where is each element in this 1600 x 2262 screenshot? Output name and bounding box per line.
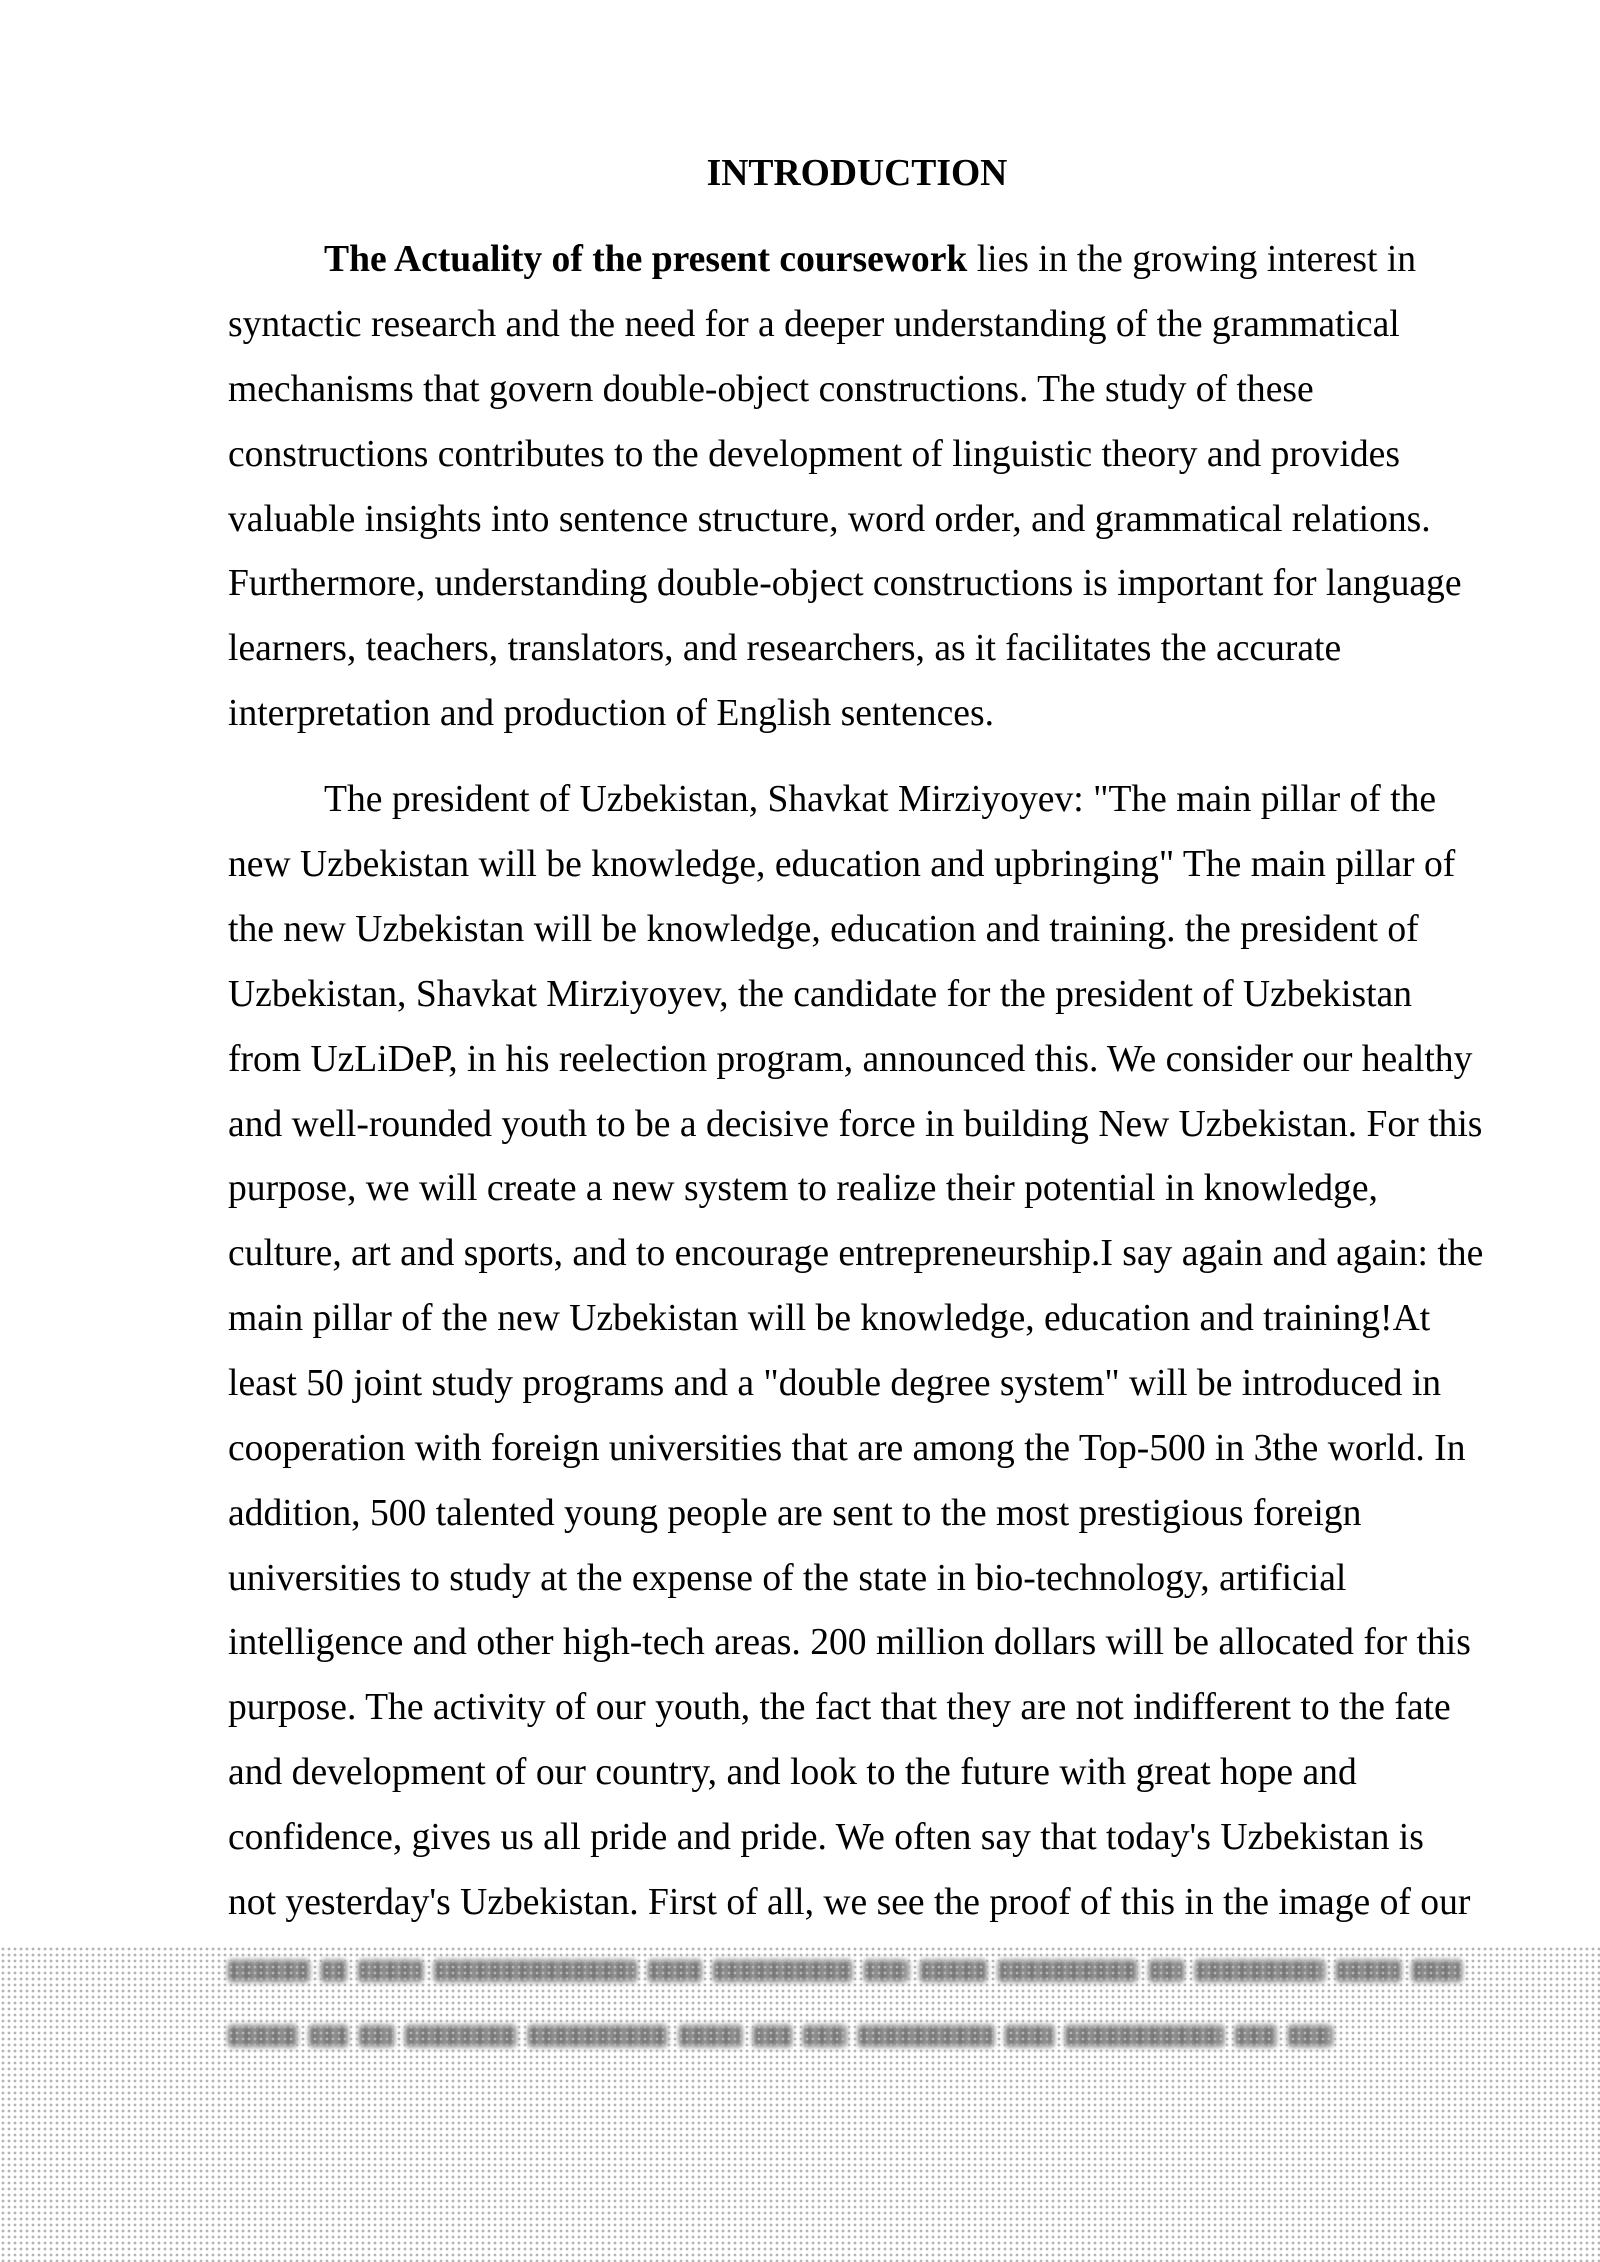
- text-line: purpose. The activity of our youth, the fact that they are not indifferent to the fate: [228, 1687, 1451, 1729]
- text-line: cooperation with foreign universities that are among the Top-500 in 3the world. In: [228, 1427, 1466, 1469]
- page-title: INTRODUCTION: [706, 153, 1008, 194]
- text-line: [228, 228, 1486, 293]
- text-line: least 50 joint study programs and a "double degree system" will be introduced in: [228, 1362, 1442, 1404]
- text-line: Furthermore, understanding double-object constructions is important for language: [228, 563, 1462, 605]
- text-line: main pillar of the new Uzbekistan will be knowledge, education and training!At: [228, 1298, 1431, 1340]
- text-line: interpretation and production of English sentences.: [228, 693, 994, 735]
- paragraph-actuality: [228, 228, 1486, 747]
- text-line: and development of our country, and look to the future with great hope and: [228, 1752, 1357, 1794]
- text-line: new Uzbekistan will be knowledge, education and upbringing" The main pillar of: [228, 844, 1456, 886]
- text-line: purpose, we will create a new system to realize their potential in knowledge,: [228, 1168, 1378, 1210]
- text-line: syntactic research and the need for a deeper understanding of the grammatical: [228, 304, 1400, 346]
- text-line: Uzbekistan, Shavkat Mirziyoyev, the candidate for the president of Uzbekistan: [228, 973, 1413, 1015]
- paragraph-president-quote: [228, 768, 1486, 2065]
- text-line: culture, art and sports, and to encourage entrepreneurship.I say again and again: the: [228, 1233, 1484, 1275]
- text-line: confidence, gives us all pride and pride. We often say that today's Uzbekistan is: [228, 1816, 1424, 1858]
- text-line: intelligence and other high-tech areas. 200 million dollars will be allocated for this: [228, 1622, 1471, 1664]
- text-line: the new Uzbekistan will be knowledge, education and training. the president of: [228, 909, 1419, 951]
- text-line: universities to study at the expense of the state in bio-technology, artificial: [228, 1557, 1347, 1599]
- bold-lead-phrase: The Actuality of the present coursework: [324, 239, 968, 281]
- text-line-rest: lies in the growing interest in: [976, 239, 1417, 281]
- text-line: valuable insights into sentence structure, word order, and grammatical relations.: [228, 498, 1431, 540]
- text-line: and well-rounded youth to be a decisive force in building New Uzbekistan. For this: [228, 1103, 1483, 1145]
- text-line: not yesterday's Uzbekistan. First of all, we see the proof of this in the image of our: [228, 1881, 1471, 1923]
- text-line: mechanisms that govern double-object constructions. The study of these: [228, 368, 1314, 410]
- text-line: learners, teachers, translators, and researchers, as it facilitates the accurate: [228, 628, 1342, 670]
- text-line: constructions contributes to the development of linguistic theory and provides: [228, 433, 1400, 475]
- text-line: The president of Uzbekistan, Shavkat Mirziyoyev: "The main pillar of the: [324, 779, 1437, 821]
- preview-blur-mask: [0, 1946, 1600, 2262]
- text-line: addition, 500 talented young people are sent to the most prestigious foreign: [228, 1492, 1362, 1534]
- document-body: [228, 142, 1486, 2087]
- text-line: from UzLiDeP, in his reelection program, announced this. We consider our healthy: [228, 1038, 1473, 1080]
